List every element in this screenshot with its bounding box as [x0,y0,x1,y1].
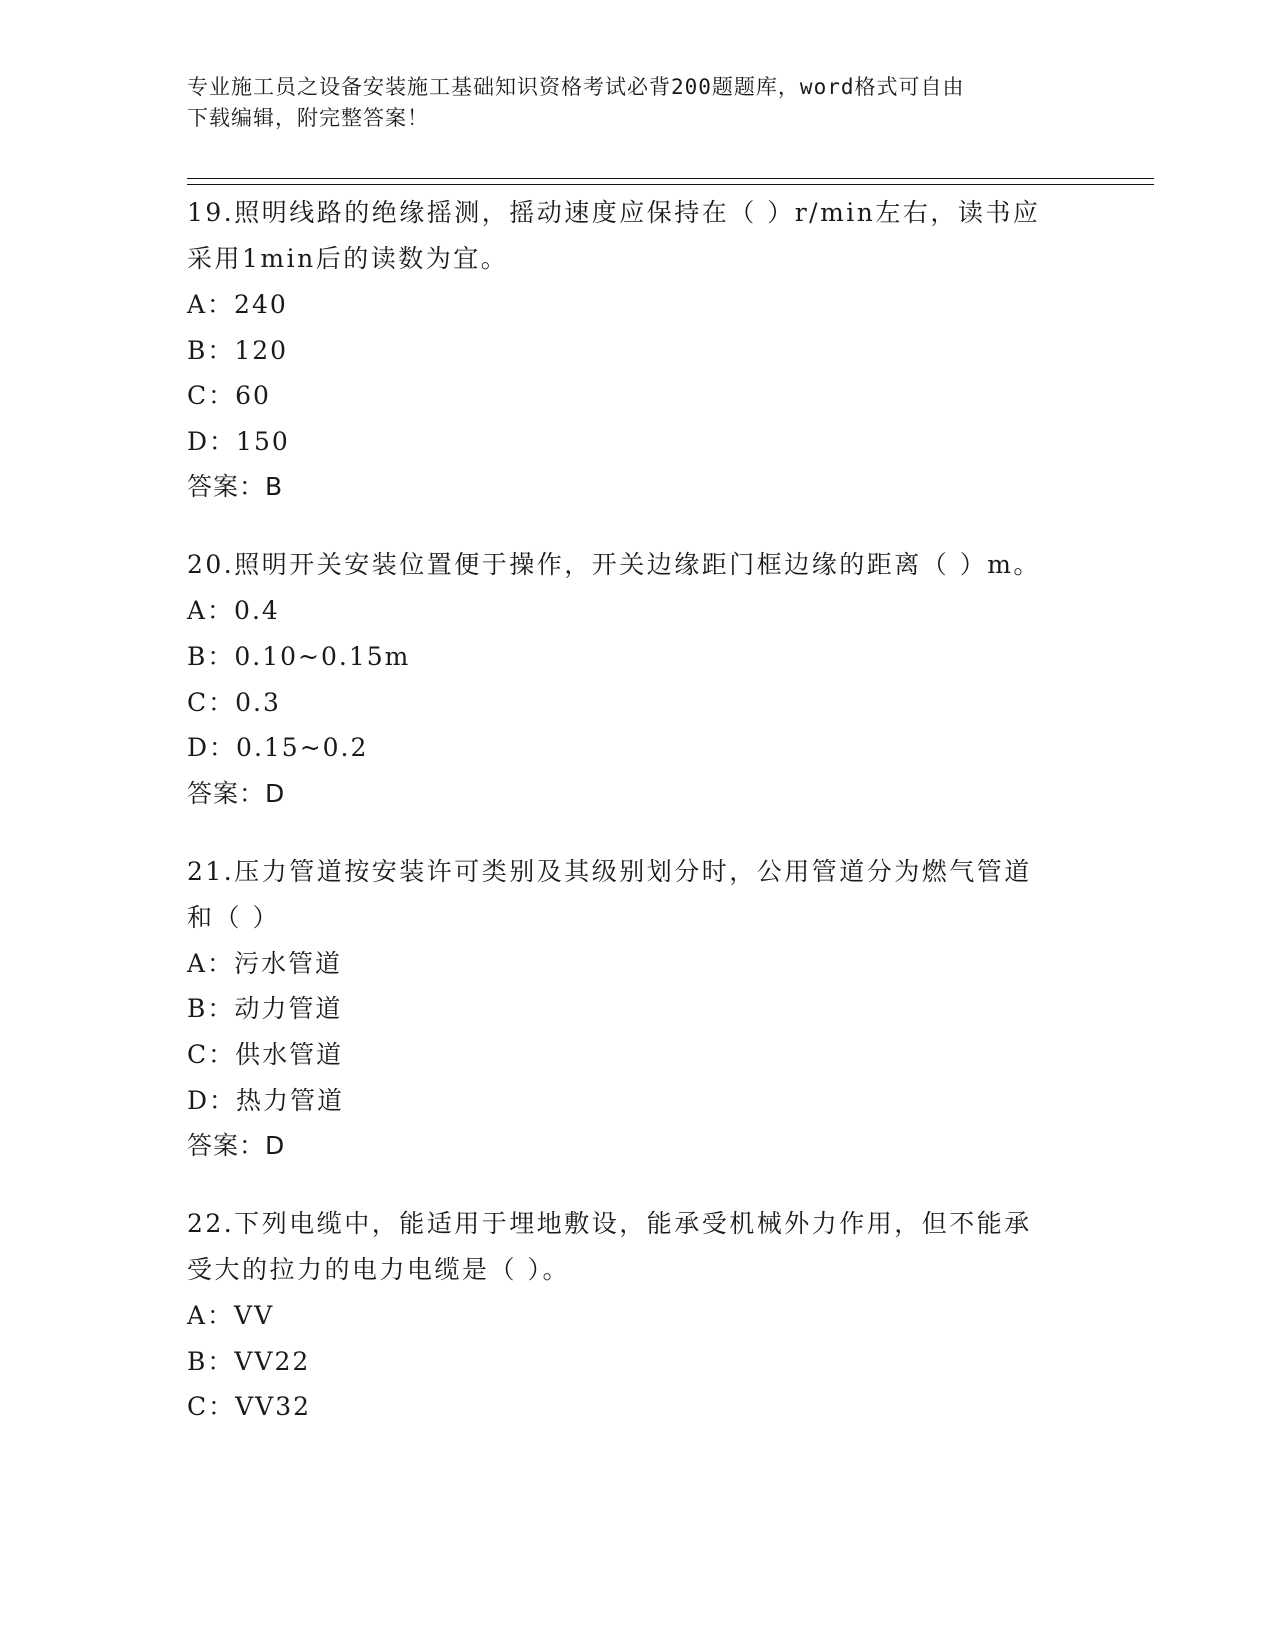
option-d: D：0.15~0.2 [187,733,369,763]
option-c: C：供水管道 [187,1039,344,1069]
question-20 [187,542,1127,815]
option-b: B：VV22 [187,1346,311,1376]
option-a: A：0.4 [187,596,280,626]
option-a: A：VV [187,1301,275,1331]
answer: 答案：D [187,778,286,808]
question-text: 19.照明线路的绝缘摇测，摇动速度应保持在（ ）r/min左右，读书应 [187,198,1041,227]
question-list [187,190,1127,1463]
answer: 答案：D [187,1131,286,1161]
option-d: D：150 [187,426,290,456]
option-c: C：0.3 [187,687,281,717]
option-d: D：热力管道 [187,1085,345,1115]
question-text: 22.下列电缆中，能适用于埋地敷设，能承受机械外力作用，但不能承 [187,1209,1032,1239]
header-divider-top [187,178,1154,179]
document-header [187,72,1087,134]
option-b: B：0.10~0.15m [187,641,411,671]
option-a: A：240 [187,290,288,319]
header-line-2: 下载编辑，附完整答案！ [187,106,429,130]
question-text: 和（ ） [187,902,280,932]
answer: 答案：B [187,472,284,502]
header-line-1: 专业施工员之设备安装施工基础知识资格考试必背200题题库，word格式可自由 [187,75,965,99]
question-19 [187,190,1127,509]
option-b: B：120 [187,335,289,365]
option-a: A：污水管道 [187,948,343,978]
header-divider-bottom [187,184,1154,185]
question-21 [187,849,1127,1168]
question-text: 采用1min后的读数为宜。 [187,244,509,273]
option-c: C：VV32 [187,1392,312,1422]
question-text: 21.压力管道按安装许可类别及其级别划分时，公用管道分为燃气管道 [187,856,1032,886]
option-b: B：动力管道 [187,994,343,1024]
question-text: 受大的拉力的电力电缆是（ ）。 [187,1255,570,1285]
question-text: 20.照明开关安装位置便于操作，开关边缘距门框边缘的距离（ ）m。 [187,550,1041,580]
question-22 [187,1201,1127,1430]
option-c: C：60 [187,381,271,411]
